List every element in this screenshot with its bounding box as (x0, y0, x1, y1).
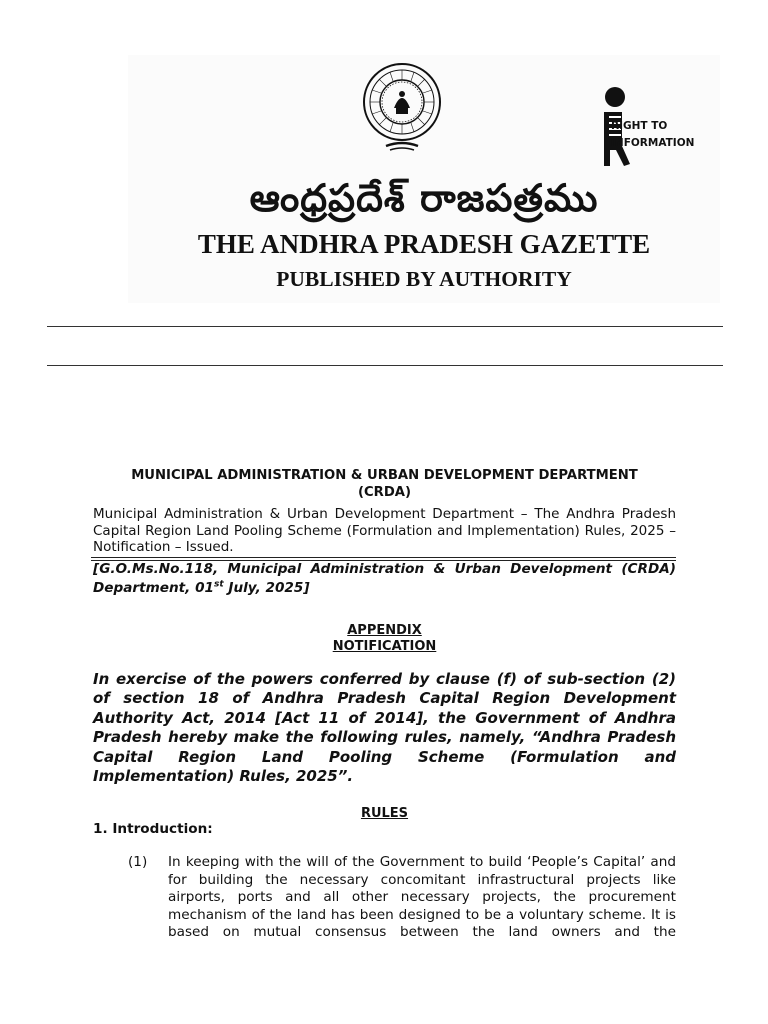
department-heading-line1: MUNICIPAL ADMINISTRATION & URBAN DEVELOPMENT DEPARTMENT (131, 468, 638, 483)
notification-subject: Municipal Administration & Urban Development Department – The Andhra Pradesh Capital Region Land Pooling Scheme (Formulation and Implementation) Rules, 2025 – Notification – Issued. (93, 506, 676, 555)
andhra-pradesh-state-emblem-icon (360, 60, 444, 160)
government-order-reference (93, 560, 676, 598)
published-by-authority: PUBLISHED BY AUTHORITY (276, 267, 572, 291)
telugu-gazette-title: ఆంధ్రప్రదేశ్ రాజపత్రము (249, 175, 599, 220)
rule-item-text: In keeping with the will of the Government to build ‘People’s Capital’ and for building the necessary concomitant infrastructural projects like airports, ports and all other necessary projects, the procurement mechanism of the land has been designed to be a voluntary scheme. It is based on mutual consensus between the land owners and the (168, 854, 676, 940)
introduction-heading: 1. Introduction: (93, 821, 213, 837)
rules-heading: RULES (360, 806, 409, 821)
header-divider-top (47, 326, 723, 327)
appendix-heading: APPENDIX (347, 623, 422, 638)
rti-label-line2: INFORMATION (611, 137, 695, 149)
department-heading-line2: (CRDA) (357, 485, 412, 500)
goms-date: July, 2025] (223, 580, 310, 596)
goms-text: [G.O.Ms.No.118, Municipal Administration & Urban Development (CRDA) Department, 01 (93, 561, 676, 596)
notification-preamble: In exercise of the powers conferred by clause (f) of sub-section (2) of section 18 of Andhra Pradesh Capital Region Development Authority Act, 2014 [Act 11 of 2014], the Government of Andhra Pradesh hereby make the following rules, namely, “Andhra Pradesh Capital Region Land Pooling Scheme (Formulation and Implementation) Rules, 2025”. (93, 670, 676, 786)
gazette-title: THE ANDHRA PRADESH GAZETTE (197, 229, 651, 259)
rti-label-line1: RIGHT TO (611, 120, 668, 132)
header-divider-bottom (47, 365, 723, 366)
date-ordinal-suffix: st (213, 579, 224, 590)
notification-heading: NOTIFICATION (332, 639, 437, 654)
department-heading (93, 467, 676, 501)
rule-item-number: (1) (128, 854, 148, 870)
rti-label (611, 118, 731, 152)
